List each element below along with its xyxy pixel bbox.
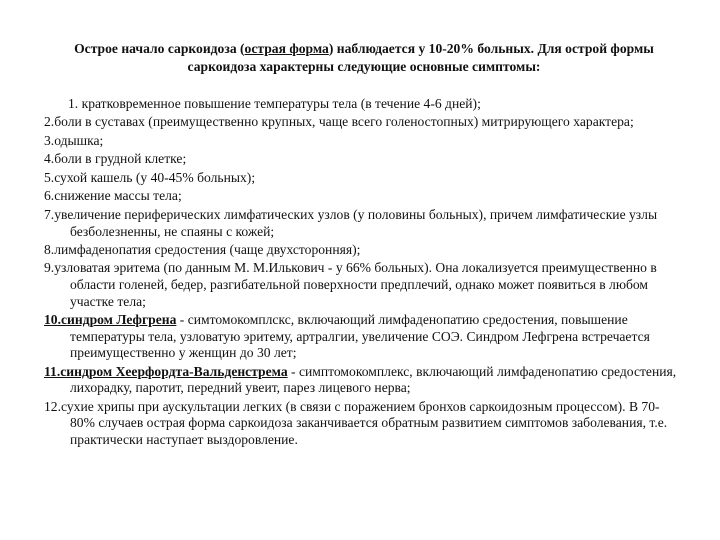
symptom-text: 1. кратковременное повышение температуры тела (в течение 4-6 дней); — [68, 96, 481, 111]
symptom-item-6 — [44, 188, 684, 205]
symptom-item-7 — [44, 207, 684, 240]
symptom-text: 9.узловатая эритема (по данным М. М.Илькович - у 66% больных). Она локализуется преимущественно в области голеней, бедер, разгибательной поверхности предплечий, однако может появиться в любом участке тела; — [44, 260, 657, 309]
symptom-text: 6.снижение массы тела; — [44, 188, 182, 204]
symptom-text: 3.одышка; — [44, 132, 104, 148]
syndrome-title: 11.синдром Хеерфордта-Вальденстрема — [44, 363, 288, 379]
syndrome-title: 10.синдром Лефгрена — [44, 312, 177, 328]
symptom-text: - симтомокомплскс, включающий лимфаденопатию средостения, повышение температуры тела, узловатую эритему, артралгии, увеличение СОЭ. Синдром Лефгрена встречается преимущественно у женщин до 30 лет; — [70, 312, 650, 361]
symptom-text: 2.боли в суставах (преимущественно крупных, чаще всего голеностопных) митрирующего характера; — [44, 114, 634, 130]
symptom-item-3 — [44, 133, 684, 150]
heading-text-end: ) наблюдается у 10-20% больных. Для острой формы саркоидоза характерны следующие основные симптомы: — [187, 41, 654, 74]
section-heading — [40, 40, 688, 76]
symptom-item-12 — [44, 399, 684, 449]
symptom-text: 5.сухой кашель (у 40-45% больных); — [44, 169, 256, 185]
heading-text-start: Острое начало саркоидоза ( — [74, 41, 245, 56]
symptom-list — [44, 96, 684, 451]
symptom-item-1 — [44, 96, 684, 113]
symptom-item-4 — [44, 151, 684, 168]
symptom-text: 4.боли в грудной клетке; — [44, 151, 187, 167]
symptom-text: 12.сухие хрипы при аускультации легких (в связи с поражением бронхов саркоидозным процессом). В 70-80% случаев острая форма саркоидоза заканчивается обратным развитием симптомов заболевания, т.е. практически наступает выздоровление. — [44, 398, 668, 448]
heading-underlined-term: острая форма — [244, 41, 329, 56]
symptom-text: 8.лимфаденопатия средостения (чаще двухсторонняя); — [44, 241, 361, 257]
symptom-item-11 — [44, 364, 684, 397]
symptom-item-2 — [44, 114, 684, 131]
symptom-item-10 — [44, 312, 684, 362]
symptom-item-5 — [44, 170, 684, 187]
symptom-text: - симптомокомплекс, включающий лимфаденопатию средостения, лихорадку, паротит, передний увеит, парез лицевого нерва; — [70, 363, 677, 396]
symptom-item-8 — [44, 242, 684, 259]
symptom-text: 7.увеличение периферических лимфатических узлов (у половины больных), причем лимфатические узлы безболезненны, не спаяны с кожей; — [44, 206, 658, 239]
symptom-item-9 — [44, 260, 684, 310]
